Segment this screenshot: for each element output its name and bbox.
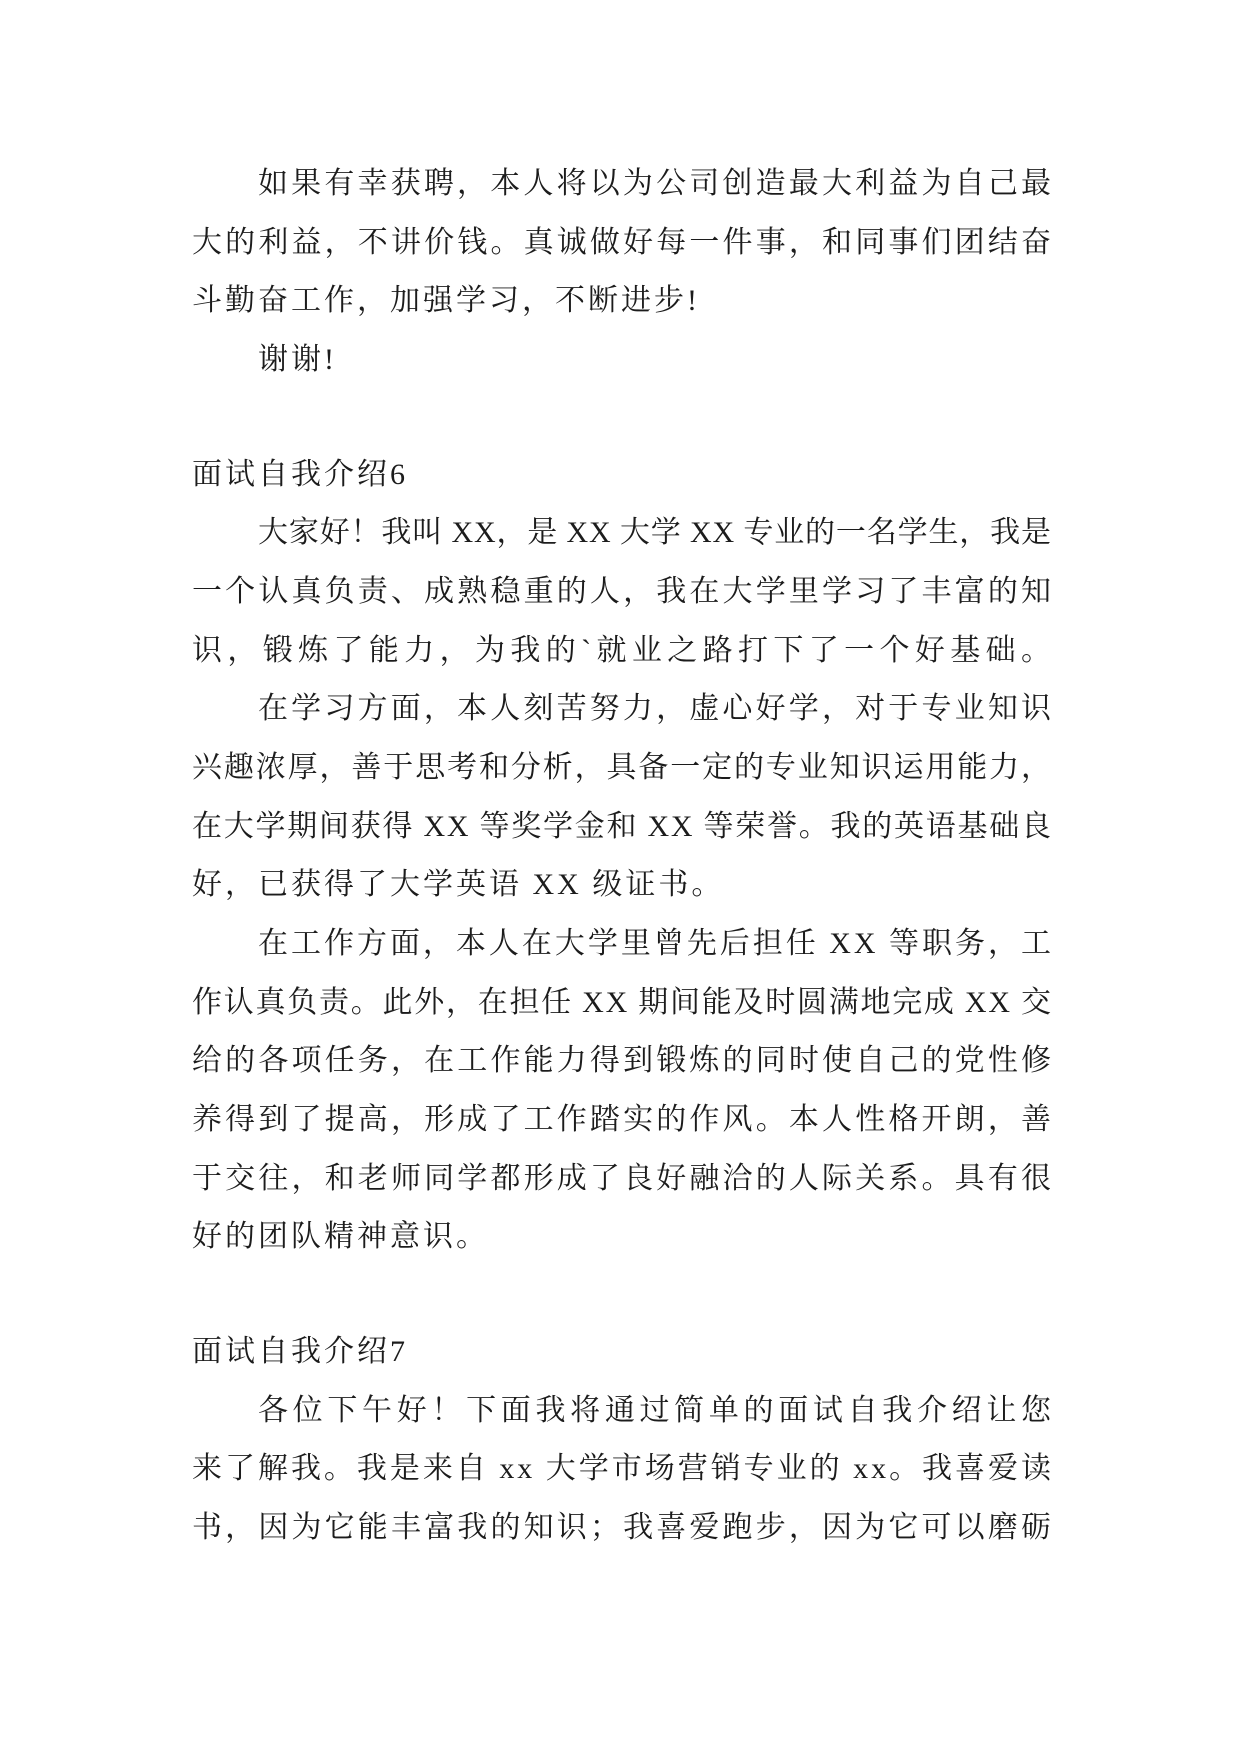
paragraph-line: 于交往，和老师同学都形成了良好融洽的人际关系。具有很	[192, 1161, 1055, 1195]
paragraph-line: 斗勤奋工作，加强学习，不断进步!	[192, 284, 700, 318]
paragraph-line: 养得到了提高，形成了工作踏实的作风。本人性格开朗，善	[192, 1103, 1055, 1137]
paragraph-line: 在工作方面，本人在大学里曾先后担任 XX 等职务，工	[258, 927, 1054, 961]
paragraph-line: 如果有幸获聘，本人将以为公司创造最大利益为自己最	[258, 167, 1055, 200]
paragraph-line: 识，锻炼了能力，为我的`就业之路打下了一个好基础。	[192, 633, 1057, 667]
paragraph-line: 给的各项任务，在工作能力得到锻炼的同时使自己的党性修	[192, 1044, 1055, 1078]
section-interview-intro-6	[192, 446, 1057, 1268]
paragraph	[192, 331, 1051, 390]
paragraph-line: 谢谢!	[258, 343, 337, 377]
paragraph	[192, 504, 1057, 680]
paragraph	[192, 915, 1055, 1267]
paragraph-line: 好的团队精神意识。	[192, 1220, 489, 1254]
paragraph-line: 大家好！我叫 XX，是 XX 大学 XX 专业的一名学生，我是	[258, 516, 1052, 550]
paragraph-line: 在学习方面，本人刻苦努力，虚心好学，对于专业知识	[258, 692, 1055, 726]
document-body	[192, 155, 1057, 1558]
paragraph-line: 一个认真负责、成熟稳重的人，我在大学里学习了丰富的知	[192, 574, 1055, 608]
section-heading: 面试自我介绍6	[192, 457, 408, 491]
paragraph	[192, 155, 1055, 331]
section-interview-intro-7	[192, 1323, 1056, 1558]
paragraph-line: 兴趣浓厚，善于思考和分析，具备一定的专业知识运用能力，	[192, 750, 1053, 784]
paragraph	[192, 680, 1055, 915]
paragraph-line: 书，因为它能丰富我的知识；我喜爱跑步，因为它可以磨砺	[192, 1511, 1055, 1545]
paragraph-line: 大的利益，不讲价钱。真诚做好每一件事，和同事们团结奋	[192, 225, 1055, 259]
section-heading: 面试自我介绍7	[192, 1334, 408, 1368]
paragraph-line: 好，已获得了大学英语 XX 级证书。	[192, 868, 725, 902]
paragraph	[192, 1382, 1056, 1558]
paragraph-line: 在大学期间获得 XX 等奖学金和 XX 等荣誉。我的英语基础良	[192, 809, 1053, 843]
paragraph-line: 作认真负责。此外，在担任 XX 期间能及时圆满地完成 XX 交	[192, 985, 1053, 1019]
paragraph-line: 各位下午好！下面我将通过简单的面试自我介绍让您	[258, 1393, 1056, 1427]
paragraph-line: 来了解我。我是来自 xx 大学市场营销专业的 xx。我喜爱读	[192, 1452, 1054, 1486]
